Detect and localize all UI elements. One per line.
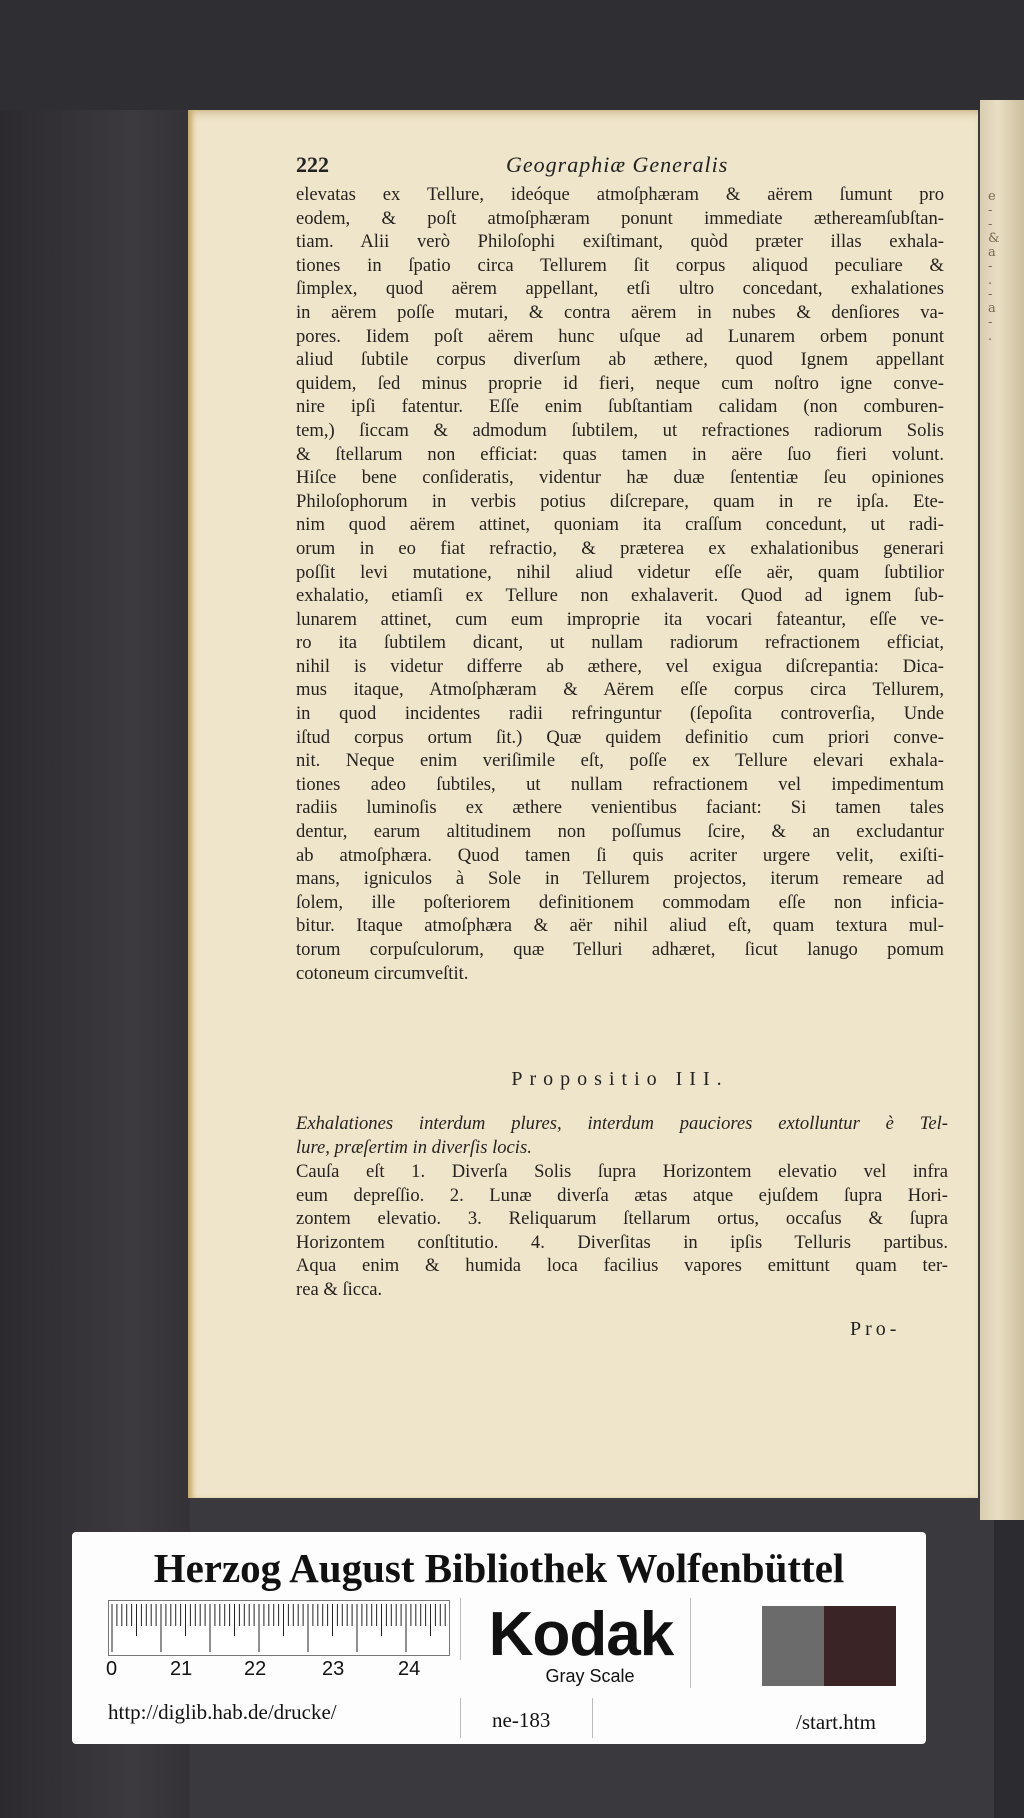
ruler-label: 22 [244, 1658, 267, 1680]
divider [460, 1598, 461, 1660]
dark-swatch [824, 1606, 896, 1686]
scan-background-top [0, 0, 1024, 110]
divider [690, 1598, 691, 1688]
text-line: Horizontem conſtitutio. 4. Diverſitas in ipſis Telluris partibus. [296, 1231, 948, 1253]
text-line: nihil is videtur differre ab æthere, vel exigua diſcrepantia: Dica- [296, 655, 944, 677]
text-line: elevatas ex Tellure, ideóque atmoſphæram & aërem ſumunt pro [296, 184, 944, 205]
ruler-label: 23 [322, 1658, 345, 1680]
text-line: tiam. Alii verò Philoſophi exiſtimant, quòd præter illas exhala- [296, 231, 944, 253]
text-line: rea & ſicca. [296, 1278, 383, 1300]
text-line: quidem, ſed minus proprie id fieri, neque cum noſtro igne conve- [296, 372, 944, 394]
text-line: eum depreſſio. 2. Lunæ diverſa ætas atque ejuſdem ſupra Hori- [296, 1184, 948, 1206]
text-line: zontem elevatio. 3. Reliquarum ſtellarum ortus, occaſus & ſupra [296, 1208, 948, 1230]
text-line: in quod incidentes radii refringuntur (ſepoſita controverſia, Unde [296, 703, 944, 725]
running-title: Geographiæ Generalis [506, 152, 729, 177]
text-line: ſimplex, quod aërem appellant, etſi ultro concedant, exhalationes [296, 278, 944, 300]
scan-background-right [994, 1520, 1024, 1818]
divider [592, 1698, 593, 1738]
url-suffix: /start.htm [796, 1710, 876, 1734]
text-line: dentur, earum altitudinem non poſſumus ſcire, & an excludantur [296, 821, 944, 843]
text-line: tiones in ſpatio circa Tellurem ſit corpus aliquod peculiare & [296, 254, 944, 276]
text-line: lure, præſertim in diverſis locis. [296, 1136, 532, 1158]
text-line: cotoneum circumveſtit. [296, 962, 469, 984]
text-line: exhalatio, etiamſi ex Tellure non exhalaverit. Quod ad ignem ſub- [296, 585, 944, 607]
gray-scale-label: Gray Scale [545, 1666, 635, 1686]
kodak-logo: Kodak [488, 1600, 674, 1669]
url-prefix: http://diglib.hab.de/drucke/ [108, 1700, 337, 1724]
scan-target-card [72, 1532, 926, 1744]
proposition-heading: Propositio III. [511, 1068, 729, 1090]
text-line: aliud ſubtile corpus diverſum ab æthere, quod Ignem appellant [296, 349, 944, 371]
text-line: nire ipſi fatentur. Eſſe enim ſubſtantiam calidam (non comburen- [296, 396, 944, 418]
next-page-edge: e - - & a - . - a - . [980, 100, 1024, 1520]
text-line: bitur. Itaque atmoſphæra & aër nihil aliud eſt, quam textura mul- [296, 915, 944, 937]
text-line: eodem, & poſt atmoſphæram ponunt immediate æthereamſubſtan- [296, 207, 944, 229]
ruler-scale [108, 1600, 450, 1656]
text-line: Cauſa eſt 1. Diverſa Solis ſupra Horizontem elevatio vel infra [296, 1161, 948, 1182]
url-id: ne-183 [492, 1708, 551, 1732]
text-line: in aërem poſſe mutari, & contra aërem in nubes & denſiores va- [296, 301, 944, 323]
text-line: lunarem attinet, cum eum improprie ita vocari fateantur, eſſe ve- [296, 608, 944, 630]
text-line: radiis luminoſis ex æthere venientibus faciant: Si tamen tales [296, 797, 944, 819]
text-line: Aqua enim & humida loca facilius vapores emittunt quam ter- [296, 1255, 948, 1277]
gray-swatch [762, 1606, 824, 1686]
text-line: Hiſce bene conſideratis, videntur hæ duæ ſententiæ ſeu opiniones [296, 467, 944, 489]
text-line: Exhalationes interdum plures, interdum pauciores extolluntur è Tel- [296, 1113, 948, 1134]
text-line: ro ita ſubtilem dicant, ut nullam radiorum refractionem efficiat, [296, 632, 944, 654]
text-line: Philoſophorum in verbis potius diſcrepare, quam in re ipſa. Ete- [296, 490, 944, 512]
text-line: nim quod aërem attinet, quoniam ita craſſum concedunt, ut radi- [296, 514, 944, 536]
body-text [296, 183, 944, 985]
text-line: & ſtellarum non efficiat: quas tamen in aëre ſuo fieri volunt. [296, 443, 944, 465]
text-line: ab atmoſphæra. Quod tamen ſi quis acriter urgere velit, exiſti- [296, 844, 944, 866]
text-line: ſolem, ille poſteriorem definitionem commodam eſſe non inficia- [296, 891, 944, 913]
proposition-body [296, 1160, 948, 1302]
text-line: tiones adeo ſubtiles, ut nullam refractionem vel impedimentum [296, 773, 944, 795]
text-line: mans, igniculos à Sole in Tellurem projectos, iterum remeare ad [296, 868, 944, 890]
text-line: nit. Neque enim veriſimile eſt, poſſe ex Tellure elevari exhala- [296, 750, 944, 772]
page-number: 222 [296, 152, 329, 177]
ruler-label: 0 [106, 1658, 118, 1680]
ruler-label: 24 [398, 1658, 421, 1680]
divider [460, 1698, 461, 1738]
text-line: mus itaque, Atmoſphæram & Aërem eſſe corpus circa Tellurem, [296, 679, 944, 701]
ruler-label: 21 [170, 1658, 193, 1680]
text-line: poſſit levi mutatione, nihil aliud videtur eſſe aër, quam ſubtilior [296, 561, 944, 583]
library-name: Herzog August Bibliothek Wolfenbüttel [153, 1545, 845, 1591]
proposition-statement [296, 1112, 948, 1159]
page-header [296, 152, 946, 180]
catchword: Pro- [850, 1318, 901, 1340]
text-line: pores. Iidem poſt aërem hunc uſque ad Lunarem orbem ponunt [296, 325, 944, 347]
text-line: tem,) ſiccam & admodum ſubtilem, ut refractiones radiorum Solis [296, 419, 944, 441]
text-line: torum corpuſculorum, quæ Telluri adhæret, ſicut lanugo pomum [296, 939, 944, 960]
text-line: orum in eo fiat refractio, & præterea ex exhalationibus generari [296, 537, 944, 559]
text-line: iſtud corpus ortum ſit.) Quæ quidem definitio cum priori conve- [296, 726, 944, 748]
